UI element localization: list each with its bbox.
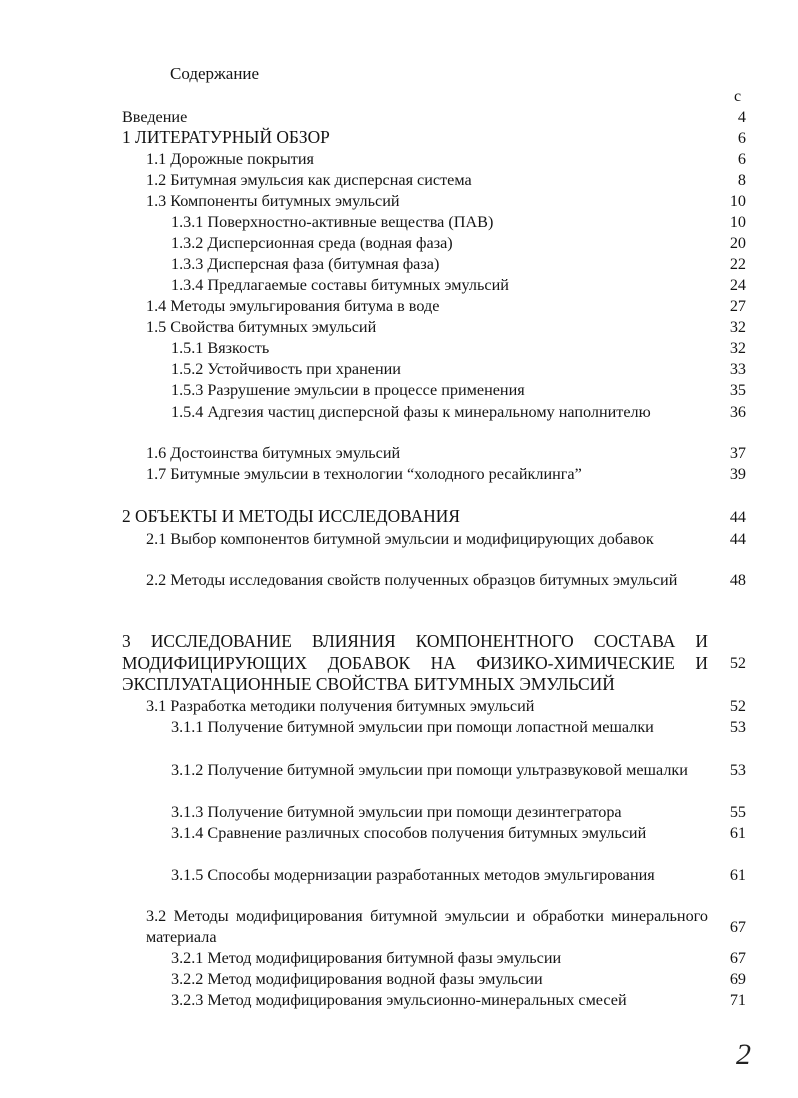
toc-entry: 2.2 Методы исследования свойств полученных образцов битумных эмульсий 48 <box>146 571 746 589</box>
toc-entry: 1.5.2 Устойчивость при хранении 33 <box>171 360 746 378</box>
toc-entry: 3.1.5 Способы модернизации разработанных методов эмульгирования 61 <box>171 866 746 884</box>
page-title: Содержание <box>170 64 260 83</box>
toc-entry: 1.5.3 Разрушение эмульсии в процессе применения 35 <box>171 381 746 399</box>
toc-entry: 2.1 Выбор компонентов битумной эмульсии и модифицирующих добавок 44 <box>146 530 746 548</box>
toc-entry: 1.3 Компоненты битумных эмульсий 10 <box>146 192 746 210</box>
toc-entry: 1.5.4 Адгезия частиц дисперсной фазы к минеральному наполнителю 36 <box>171 403 746 421</box>
toc-entry: 2 ОБЪЕКТЫ И МЕТОДЫ ИССЛЕДОВАНИЯ 44 <box>122 506 746 526</box>
toc-entry: 3.1.4 Сравнение различных способов получения битумных эмульсий 61 <box>171 824 746 842</box>
toc-entry: 3.2 Методы модифицирования битумной эмульсии и обработки минерального материала 67 <box>146 907 746 946</box>
toc-entry: Введение 4 <box>122 108 746 126</box>
toc-entry: 1.7 Битумные эмульсии в технологии “холодного ресайклинга” 39 <box>146 465 746 483</box>
toc-entry: 3.2.3 Метод модифицирования эмульсионно-минеральных смесей 71 <box>171 991 746 1009</box>
page-column-label: с <box>734 88 742 105</box>
toc-entry: 3.1.1 Получение битумной эмульсии при помощи лопастной мешалки 53 <box>171 718 746 736</box>
toc-entry: 3 ИССЛЕДОВАНИЕ ВЛИЯНИЯ КОМПОНЕНТНОГО СОСТАВА И МОДИФИЦИРУЮЩИХ ДОБАВОК НА ФИЗИКО-ХИМИЧЕСКИЕ И ЭКСПЛУАТАЦИОННЫЕ СВОЙСТВА БИТУМНЫХ ЭМУЛЬСИЙ 52 <box>122 631 746 694</box>
toc-entry: 1.5.1 Вязкость 32 <box>171 339 746 357</box>
toc-entry: 1.4 Методы эмульгирования битума в воде 27 <box>146 297 746 315</box>
toc-entry: 3.2.2 Метод модифицирования водной фазы эмульсии 69 <box>171 970 746 988</box>
toc-entry: 3.2.1 Метод модифицирования битумной фазы эмульсии 67 <box>171 949 746 967</box>
toc-entry: 1 ЛИТЕРАТУРНЫЙ ОБЗОР 6 <box>122 127 746 147</box>
toc-entry: 3.1.3 Получение битумной эмульсии при помощи дезинтегратора 55 <box>171 803 746 821</box>
toc-entry: 1.3.3 Дисперсная фаза (битумная фаза) 22 <box>171 255 746 273</box>
toc-entry: 1.3.4 Предлагаемые составы битумных эмульсий 24 <box>171 276 746 294</box>
toc-entry: 3.1.2 Получение битумной эмульсии при помощи ультразвуковой мешалки 53 <box>171 761 746 779</box>
toc-entry: 3.1 Разработка методики получения битумных эмульсий 52 <box>146 697 746 715</box>
toc-entry: 1.2 Битумная эмульсия как дисперсная система 8 <box>146 171 746 189</box>
toc-entry: 1.5 Свойства битумных эмульсий 32 <box>146 318 746 336</box>
toc-entry: 1.6 Достоинства битумных эмульсий 37 <box>146 444 746 462</box>
toc-entry: 1.3.1 Поверхностно-активные вещества (ПАВ) 10 <box>171 213 746 231</box>
toc-entry: 1.3.2 Дисперсионная среда (водная фаза) 20 <box>171 234 746 252</box>
toc-entry: 1.1 Дорожные покрытия 6 <box>146 150 746 168</box>
handwritten-page-mark: 2 <box>736 1038 751 1071</box>
